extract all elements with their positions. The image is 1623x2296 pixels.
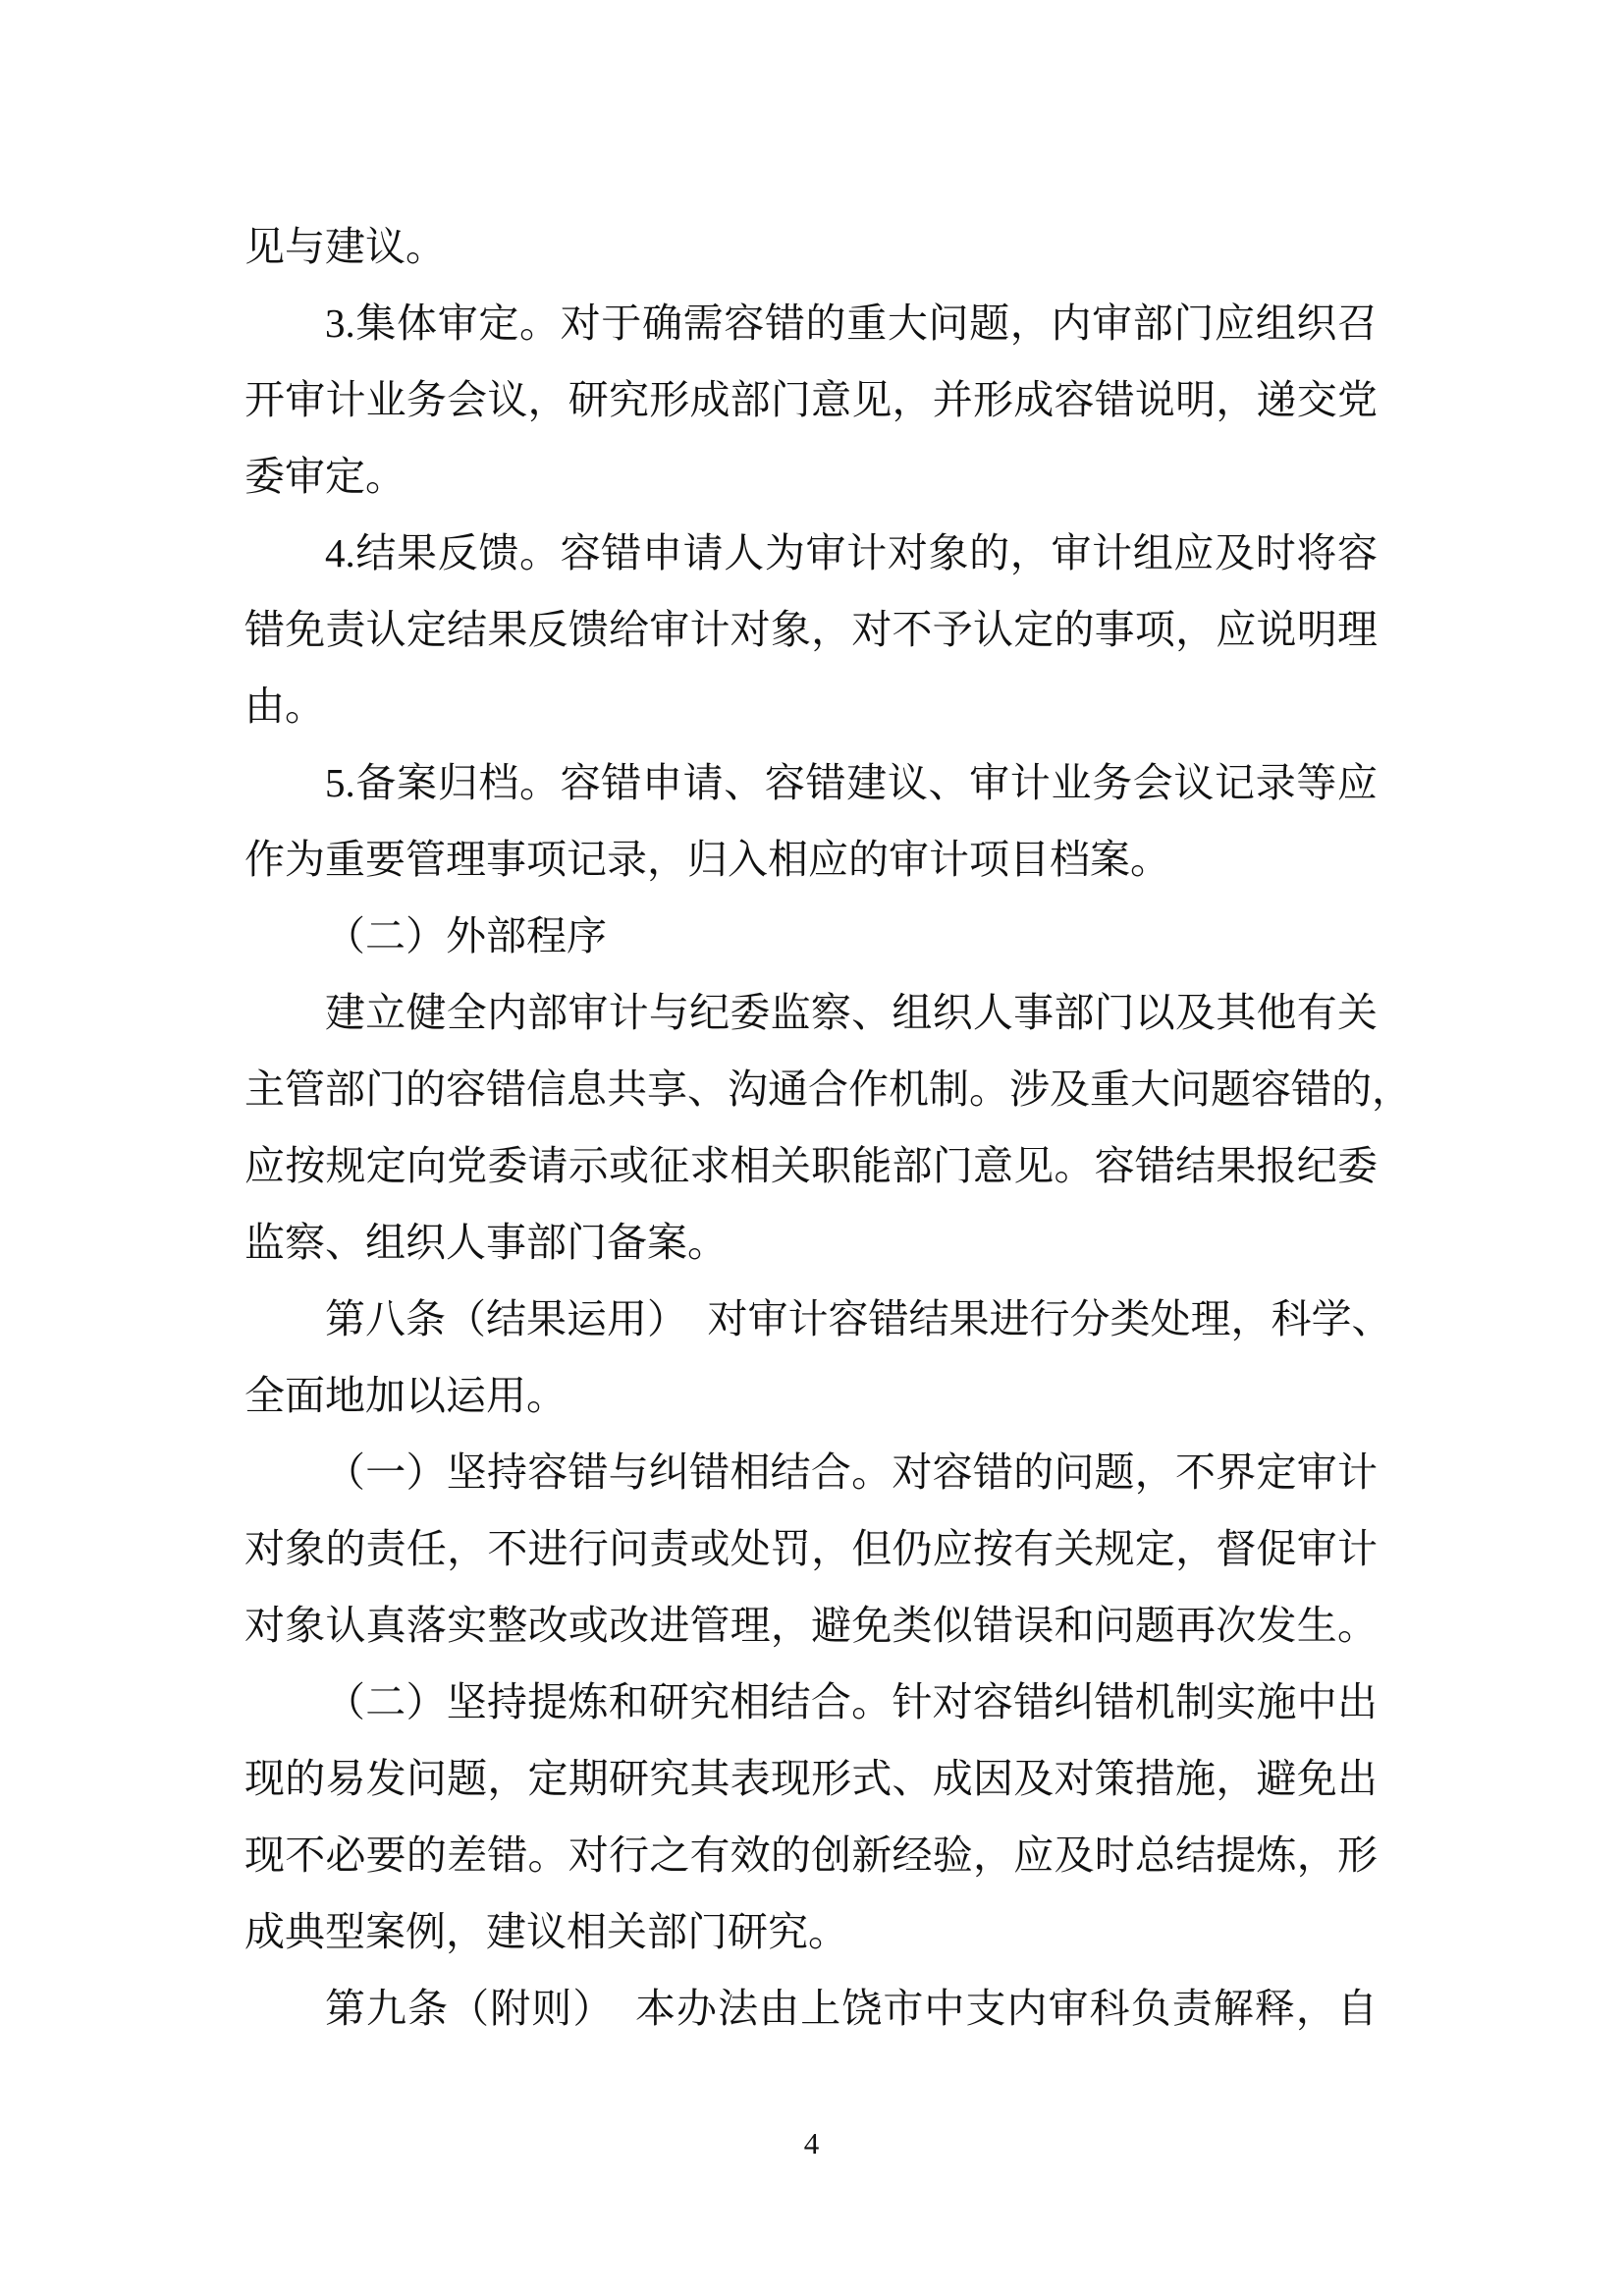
document-body bbox=[244, 208, 1412, 2047]
text-line: 见与建议。 bbox=[244, 224, 446, 269]
text-line: 第八条（结果运用） 对审计容错结果进行分类处理，科学、 bbox=[325, 1296, 1392, 1341]
text-line: 现的易发问题，定期研究其表现形式、成因及对策措施，避免出 bbox=[244, 1756, 1378, 1801]
text-line: 4.结果反馈。容错申请人为审计对象的，审计组应及时将容 bbox=[325, 530, 1378, 575]
text-line: 对象的责任，不进行问责或处罚，但仍应按有关规定，督促审计 bbox=[244, 1526, 1378, 1571]
text-line: 对象认真落实整改或改进管理，避免类似错误和问题再次发生。 bbox=[244, 1603, 1378, 1648]
page-number: 4 bbox=[803, 2126, 820, 2160]
text-line: （一）坚持容错与纠错相结合。对容错的问题，不界定审计 bbox=[325, 1449, 1378, 1495]
text-line: 第九条（附则） 本办法由上饶市中支内审科负责解释，自 bbox=[325, 1986, 1378, 2031]
text-line: 主管部门的容错信息共享、沟通合作机制。涉及重大问题容错的， bbox=[244, 1066, 1412, 1112]
text-line: 现不必要的差错。对行之有效的创新经验，应及时总结提炼，形 bbox=[244, 1832, 1378, 1878]
text-line: 监察、组织人事部门备案。 bbox=[244, 1220, 728, 1265]
text-line: 由。 bbox=[244, 683, 325, 729]
text-line: 委审定。 bbox=[244, 454, 406, 499]
text-line: （二）外部程序 bbox=[325, 913, 607, 958]
text-line: （二）坚持提炼和研究相结合。针对容错纠错机制实施中出 bbox=[325, 1679, 1378, 1724]
text-line: 全面地加以运用。 bbox=[244, 1373, 567, 1418]
text-line: 3.集体审定。对于确需容错的重大问题，内审部门应组织召 bbox=[325, 301, 1378, 346]
text-line: 建立健全内部审计与纪委监察、组织人事部门以及其他有关 bbox=[325, 990, 1378, 1035]
text-line: 应按规定向党委请示或征求相关职能部门意见。容错结果报纪委 bbox=[244, 1143, 1378, 1188]
text-line: 错免责认定结果反馈给审计对象，对不予认定的事项，应说明理 bbox=[244, 607, 1378, 652]
text-line: 作为重要管理事项记录，归入相应的审计项目档案。 bbox=[244, 837, 1170, 882]
text-line: 成典型案例，建议相关部门研究。 bbox=[244, 1909, 848, 1954]
text-line: 5.备案归档。容错申请、容错建议、审计业务会议记录等应 bbox=[325, 760, 1378, 805]
text-line: 开审计业务会议，研究形成部门意见，并形成容错说明，递交党 bbox=[244, 377, 1378, 422]
